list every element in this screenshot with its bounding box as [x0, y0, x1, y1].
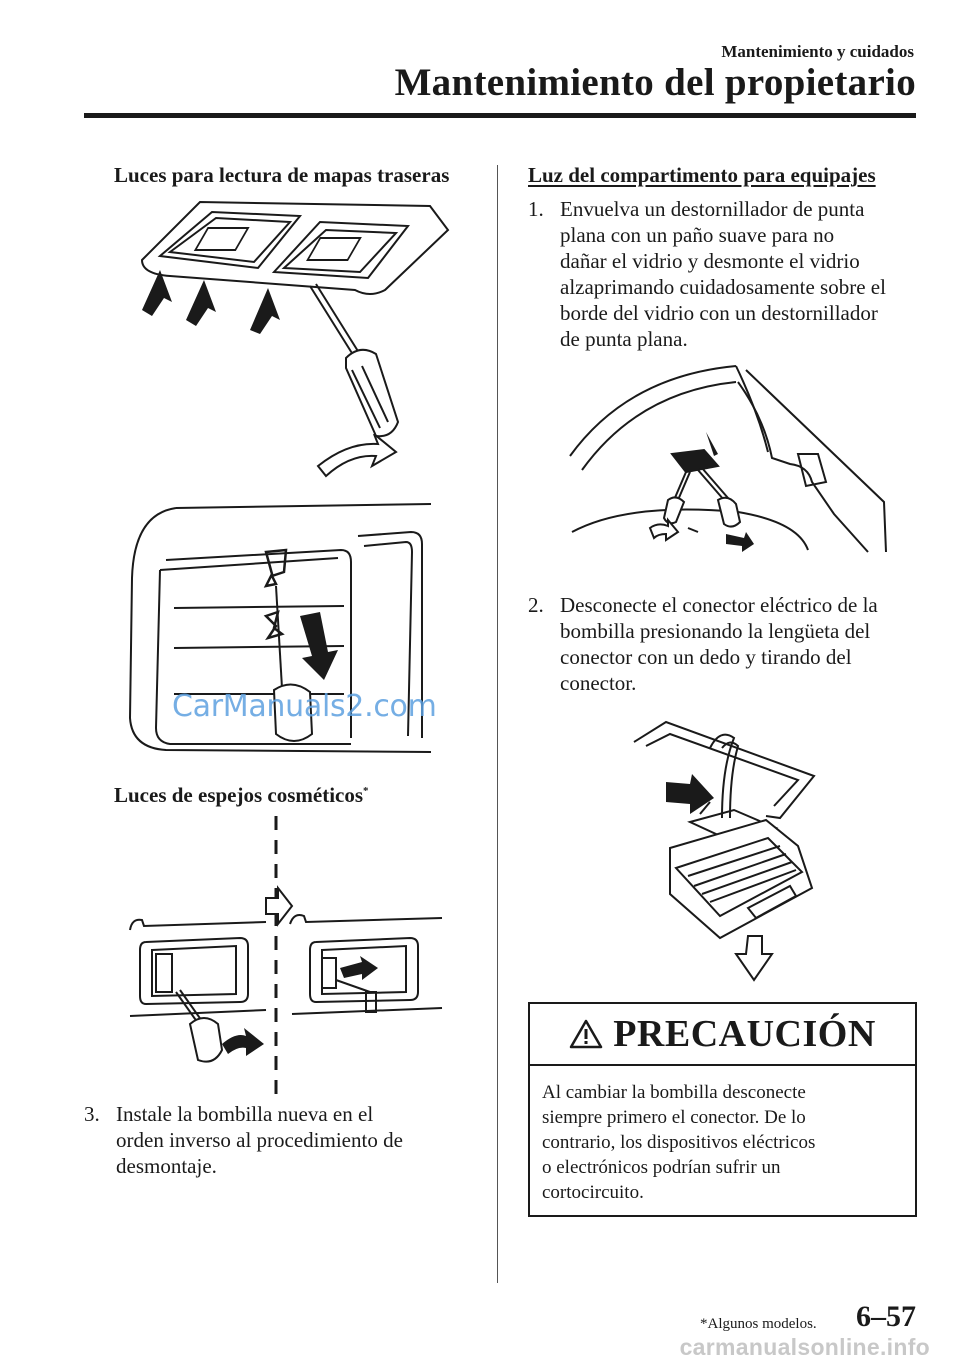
figure-luggage-connector-disconnect: [630, 718, 820, 986]
caution-text: Al cambiar la bombilla desconecte siempre primero el conector. De lo contrario, los dispositivos eléctricos o electrónicos podrían sufrir un cortocircuito.: [542, 1082, 816, 1203]
heading-luggage-light: Luz del compartimento para equipajes: [528, 163, 876, 187]
watermark: CarManuals2.com: [172, 689, 437, 724]
figure-luggage-light-removal: [568, 362, 888, 560]
caution-title: PRECAUCIÓN: [613, 1013, 876, 1055]
step-2: 2. Desconecte el conector eléctrico de la bombilla presionando la lengüeta del conector con un dedo y tirando del conector.: [528, 593, 878, 695]
page-number: 6–57: [856, 1300, 916, 1333]
footnote: *Algunos modelos.: [700, 1316, 817, 1332]
figure-vanity-light-removal: [126, 812, 446, 1097]
step-3: 3. Instale la bombilla nueva en el orden inverso al procedimiento de desmontaje.: [84, 1102, 403, 1178]
footer-site-watermark: carmanualsonline.info: [679, 1334, 930, 1360]
header-rule: [84, 113, 916, 118]
heading-rear-map-lights: Luces para lectura de mapas traseras: [114, 163, 450, 187]
caution-box: [528, 1002, 917, 1217]
column-divider: [497, 165, 498, 1283]
caution-header: [530, 1004, 915, 1066]
heading-vanity-mirror-lights: Luces de espejos cosméticos*: [114, 783, 369, 807]
warning-triangle-icon: [569, 1019, 603, 1049]
figure-rear-map-light-removal: [130, 190, 460, 490]
section-title: Mantenimiento y cuidados: [721, 42, 914, 61]
page-title: Mantenimiento del propietario: [394, 61, 916, 104]
step-1: 1. Envuelva un destornillador de punta plana con un paño suave para no dañar el vidrio y desmonte el vidrio alzaprimando cuidadosamente sobre el borde del vidrio con un destornillador de punta plana.: [528, 197, 886, 351]
